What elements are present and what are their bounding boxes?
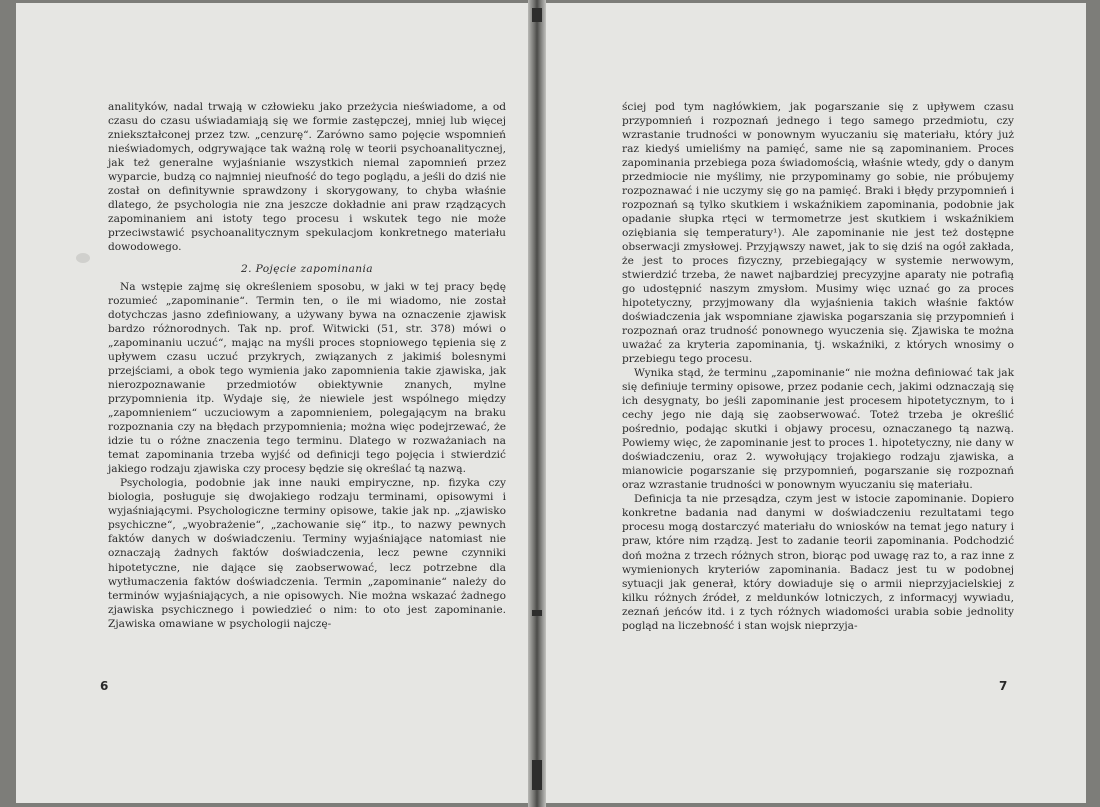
left-paragraph-2: Na wstępie zajmę się określeniem sposobu, w jaki w tej pracy będę rozumieć „zapominanie“. Termin ten, o ile mi wiadomo, nie został dotychczas jasno zdefiniowany, a używany bywa na oznaczenie zjawisk bardzo różnorodnych. Tak np. prof. Witwicki (51, str. 378) mówi o „zapominaniu uczuć“, mając na myśli proces stopniowego tępienia się z upływem czasu uczuć przykrych, związanych z jakimiś bolesnymi przejściami, a obok tego wymienia jako zapomnienia takie zjawiska, jak nierozpoznawanie przedmiotów obiektywnie znanych, mylne przypomnienia itp. Wydaje się, że niewiele jest wspólnego między „zapomnieniem“ uczuciowym a zapomnieniem, polegającym na braku rozpoznania czy na błędach przypomnienia; można więc podejrzewać, że idzie tu o różne znaczenia tego terminu. Dlatego w rozważaniach na temat zapominania trzeba wyjść od definicji tego pojęcia i stwierdzić jakiego rodzaju zjawiska czy procesy będzie się określać tą nazwą. (108, 281, 506, 476)
book-gutter (528, 0, 546, 807)
right-page (546, 3, 1086, 803)
right-paragraph-2: Wynika stąd, że terminu „zapominanie“ nie można definiować tak jak się definiuje terminy opisowe, przez podanie cech, jakimi odznaczają się ich desygnaty, bo jeśli zapominanie jest procesem hipotetycznym, to i cechy jego nie dają się zaobserwować. Toteż trzeba je określić pośrednio, podając skutki i objawy procesu, oznaczanego tą nazwą. Powiemy więc, że zapominanie jest to proces 1. hipotetyczny, nie dany w doświadczeniu, oraz 2. wywołujący trojakiego rodzaju zjawiska, a mianowicie pogarszanie się przypomnień, pogarszanie się rozpoznań oraz wzrastanie trudności w ponownym wyuczaniu się materiału. (622, 367, 1014, 492)
right-paragraph-1: ściej pod tym nagłówkiem, jak pogarszanie się z upływem czasu przypomnień i rozpoznań jednego i tego samego przedmiotu, czy wzrastanie trudności w ponownym wyuczaniu się materiału, który już raz kiedyś umieliśmy na pamięć, same nie są zapominaniem. Proces zapominania przebiega poza świadomością, właśnie wtedy, gdy o danym przedmiocie nie myślimy, nie przypominamy go sobie, nie próbujemy rozpoznawać i nie uczymy się go na pamięć. Braki i błędy przypomnień i rozpoznań są tylko skutkiem i wskaźnikiem zapominania, podobnie jak opadanie słupka rtęci w termometrze jest skutkiem i wskaźnikiem oziębiania się temperatury¹). Ale zapominanie nie jest też dostępne obserwacji zmysłowej. Przyjąwszy nawet, jak to się dziś na ogół zakłada, że jest to proces fizyczny, przebiegający w systemie nerwowym, stwierdzić trzeba, że nawet najbardziej precyzyjne aparaty nie potrafią go udostępnić naszym zmysłom. Musimy więc uznać go za proces hipotetyczny, przyjmowany dla wyjaśnienia takich właśnie faktów doświadczenia jak wspomniane zjawiska pogarszania się przypomnień i rozpoznań oraz trudność ponownego wyuczenia się. Zjawiska te można uważać za kryteria zapominania, tj. wskaźniki, z których wnosimy o przebiegu tego procesu. (622, 101, 1014, 366)
page-number-left: 6 (100, 679, 109, 693)
right-page-text (622, 100, 1014, 633)
page-number-right: 7 (999, 679, 1008, 693)
left-page-text (108, 100, 506, 631)
binding-mark (532, 8, 542, 22)
left-paragraph-3: Psychologia, podobnie jak inne nauki empiryczne, np. fizyka czy biologia, posługuje się dwojakiego rodzaju terminami, opisowymi i wyjaśniającymi. Psychologiczne terminy opisowe, takie jak np. „zjawisko psychiczne“, „wyobrażenie“, „zachowanie się“ itp., to nazwy pewnych faktów danych w doświadczeniu. Terminy wyjaśniające natomiast nie oznaczają żadnych faktów doświadczenia, lecz pewne czynniki hipotetyczne, nie dające się zaobserwować, lecz potrzebne dla wytłumaczenia faktów doświadczenia. Termin „zapominanie“ należy do terminów wyjaśniających, a nie opisowych. Nie można wskazać żadnego zjawiska psychicznego i powiedzieć o nim: to oto jest zapominanie. Zjawiska omawiane w psychologii najczę- (108, 477, 506, 630)
binding-mark (532, 760, 542, 790)
section-heading: 2. Pojęcie zapominania (240, 263, 374, 276)
left-page (16, 3, 528, 803)
right-paragraph-3: Definicja ta nie przesądza, czym jest w istocie zapominanie. Dopiero konkretne badania nad danymi w doświadczeniu rezultatami tego procesu mogą dostarczyć materiału do wniosków na temat jego natury i praw, które nim rządzą. Jest to zadanie teorii zapominania. Podchodzić doń można z trzech różnych stron, biorąc pod uwagę raz to, a raz inne z wymienionych kryteriów zapominania. Badacz jest tu w podobnej sytuacji jak generał, który dowiaduje się o armii nieprzyjacielskiej z kilku różnych źródeł, z meldunków lotniczych, z informacyj wywiadu, zeznań jeńców itd. i z tych różnych wiadomości urabia sobie jednolity pogląd na liczebność i stan wojsk nieprzyja- (622, 493, 1014, 632)
binding-mark (532, 610, 542, 616)
left-paragraph-1: analityków, nadal trwają w człowieku jako przeżycia nieświadome, a od czasu do czasu uświadamiają się we formie zastępczej, mniej lub więcej zniekształconej przez tzw. „cenzurę“. Zarówno samo pojęcie wspomnień nieświadomych, odgrywające tak ważną rolę w teorii psychoanalitycznej, jak też generalne wyjaśnianie wszystkich niemal zapomnień przez wyparcie, budzą co najmniej nieufność do tego poglądu, a jeśli do dziś nie został on definitywnie sprawdzony i skorygowany, to chyba właśnie dlatego, że psychologia nie zna jeszcze dokładnie ani praw rządzących zapominaniem ani istoty tego procesu i wskutek tego nie może przeciwstawić psychoanalitycznym spekulacjom konkretnego materiału dowodowego. (108, 101, 506, 254)
paper-smudge (76, 253, 90, 263)
